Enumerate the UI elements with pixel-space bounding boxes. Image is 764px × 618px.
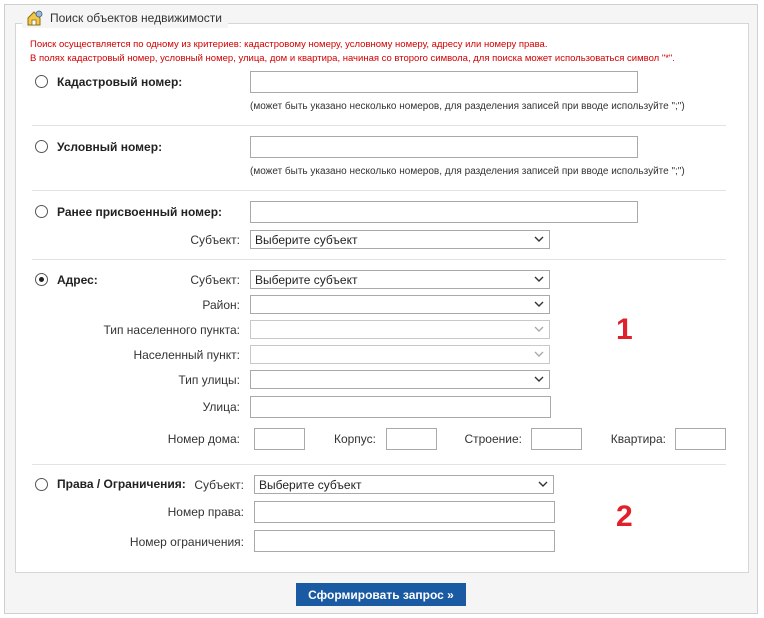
restriction-number-label: Номер ограничения: (129, 535, 244, 549)
street-type-select[interactable] (250, 370, 550, 389)
radio-cadastral[interactable] (35, 75, 48, 88)
structure-label: Строение: (464, 432, 522, 446)
building-label: Корпус: (333, 432, 376, 446)
house-label: Номер дома: (167, 432, 240, 446)
fieldset-legend (22, 8, 228, 28)
divider (32, 464, 726, 465)
building-input[interactable] (386, 428, 437, 450)
street-type-label: Тип улицы: (178, 373, 240, 387)
district-select[interactable] (250, 295, 550, 314)
chevron-down-icon (534, 374, 544, 384)
apartment-input[interactable] (675, 428, 726, 450)
address-subject-select[interactable] (250, 270, 550, 289)
conditional-label: Условный номер: (57, 140, 163, 154)
settlement-type-label: Тип населенного пункта: (103, 323, 240, 337)
apartment-label: Квартира: (610, 432, 666, 446)
previous-subject-label: Субъект: (190, 233, 240, 247)
cadastral-number-input[interactable] (250, 71, 638, 93)
previous-subject-select[interactable] (250, 230, 550, 249)
rights-subject-value: Выберите субъект (259, 477, 362, 492)
annotation-marker-2: 2 (616, 500, 633, 533)
address-subject-value: Выберите субъект (255, 272, 358, 287)
divider (32, 125, 726, 126)
street-label: Улица: (202, 400, 240, 414)
rights-subject-select[interactable] (254, 475, 554, 494)
chevron-down-icon (534, 349, 544, 359)
fieldset-title: Поиск объектов недвижимости (50, 11, 223, 25)
rights-label: Права / Ограничения: (57, 477, 186, 491)
submit-request-button[interactable]: Сформировать запрос » (296, 583, 466, 606)
house-key-icon (26, 9, 44, 27)
notice-line-2: В полях кадастровый номер, условный номер, улица, дом и квартира, начиная со второго символа, для поиска может использоваться символ "*". (30, 53, 675, 64)
house-input[interactable] (254, 428, 305, 450)
settlement-type-select[interactable] (250, 320, 550, 339)
chevron-down-icon (538, 479, 548, 489)
cadastral-hint: (может быть указано несколько номеров, для разделения записей при вводе используйте ";") (250, 101, 685, 112)
address-label: Адрес: (57, 273, 98, 287)
radio-rights[interactable] (35, 478, 48, 491)
right-number-label: Номер права: (167, 505, 244, 519)
radio-conditional[interactable] (35, 140, 48, 153)
divider (32, 190, 726, 191)
chevron-down-icon (534, 274, 544, 284)
radio-address[interactable] (35, 273, 48, 286)
address-subject-label: Субъект: (190, 273, 240, 287)
chevron-down-icon (534, 324, 544, 334)
cadastral-label: Кадастровый номер: (57, 75, 183, 89)
conditional-hint: (может быть указано несколько номеров, для разделения записей при вводе используйте ";") (250, 166, 685, 177)
settlement-select[interactable] (250, 345, 550, 364)
previous-number-input[interactable] (250, 201, 638, 223)
annotation-marker-1: 1 (616, 313, 633, 346)
chevron-down-icon (534, 234, 544, 244)
radio-previous-number[interactable] (35, 205, 48, 218)
street-input[interactable] (250, 396, 551, 418)
chevron-down-icon (534, 299, 544, 309)
settlement-label: Населенный пункт: (133, 348, 240, 362)
district-label: Район: (202, 298, 240, 312)
rights-subject-label: Субъект: (194, 478, 244, 492)
divider (32, 259, 726, 260)
notice-line-1: Поиск осуществляется по одному из критериев: кадастровому номеру, условному номеру, адресу или номеру права. (30, 39, 548, 50)
right-number-input[interactable] (254, 501, 555, 523)
restriction-number-input[interactable] (254, 530, 555, 552)
structure-input[interactable] (531, 428, 582, 450)
previous-number-label: Ранее присвоенный номер: (57, 205, 223, 219)
conditional-number-input[interactable] (250, 136, 638, 158)
previous-subject-value: Выберите субъект (255, 232, 358, 247)
